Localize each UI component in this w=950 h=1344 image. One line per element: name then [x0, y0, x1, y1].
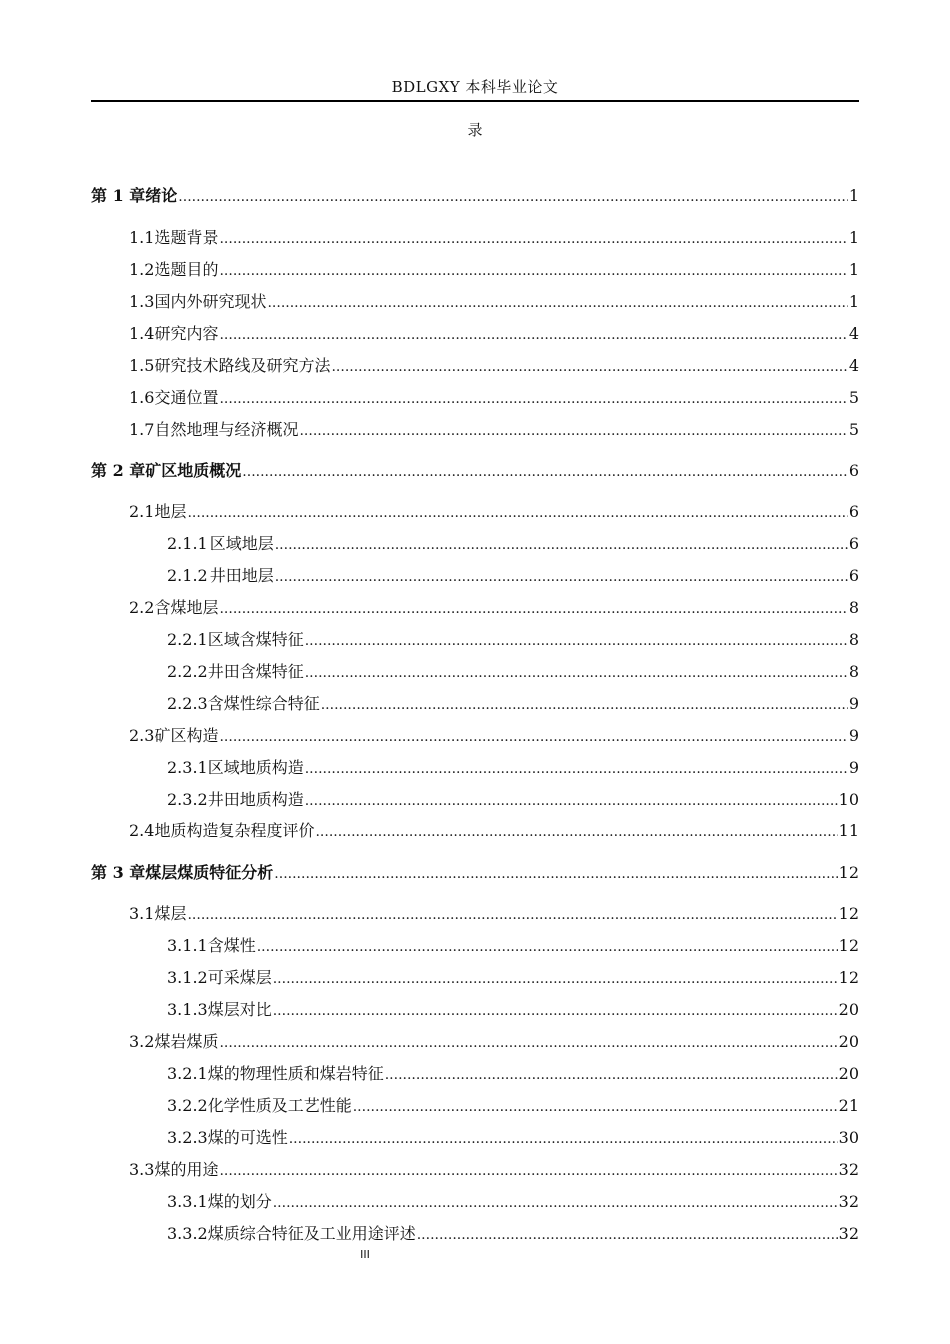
toc-entry-title: 研究技术路线及研究方法 [154, 356, 331, 375]
toc-entry-title: 含煤地层 [154, 598, 219, 617]
toc-entry-number: 3.1 [129, 904, 155, 923]
toc-entry-number: 2.2 [129, 598, 155, 617]
toc-entry-number: 1.7 [129, 420, 155, 439]
toc-entry[interactable] [129, 416, 859, 440]
toc-entry[interactable] [167, 626, 859, 650]
toc-entry-page: 8 [848, 598, 859, 617]
toc-dot-leader [219, 1162, 837, 1180]
toc-dot-leader [219, 262, 847, 280]
toc-entry-title: 区域地质构造 [207, 758, 304, 777]
toc-entry-number: 1.4 [129, 324, 155, 343]
toc-entry-number: 2.1.2 [167, 566, 208, 585]
toc-entry-number: 3.2.3 [167, 1128, 208, 1147]
toc-entry-title: 煤的划分 [207, 1192, 272, 1211]
toc-dot-leader [289, 1130, 838, 1148]
toc-dot-leader [178, 188, 848, 206]
toc-entry-page: 4 [848, 356, 859, 375]
toc-entry[interactable] [129, 288, 859, 312]
toc-entry[interactable] [167, 530, 859, 554]
toc-entry-title: 含煤性 [207, 936, 256, 955]
toc-entry-number: 3.2 [129, 1032, 155, 1051]
toc-entry[interactable] [167, 996, 859, 1020]
toc-entry-title: 化学性质及工艺性能 [207, 1096, 352, 1115]
toc-dot-leader [242, 463, 848, 481]
toc-entry-page: 1 [848, 186, 859, 205]
toc-entry-title: 井田含煤特征 [207, 662, 304, 681]
toc-entry-page: 32 [838, 1192, 859, 1211]
toc-entry-number: 2.3.2 [167, 790, 208, 809]
toc-entry[interactable] [129, 722, 859, 746]
toc-entry-number: 2.1 [129, 502, 155, 521]
toc-entry[interactable] [129, 256, 859, 280]
toc-entry[interactable] [167, 754, 859, 778]
toc-entry[interactable] [167, 1092, 859, 1116]
toc-entry-title: 区域地层 [209, 534, 274, 553]
toc-dot-leader [219, 390, 847, 408]
toc-entry[interactable] [129, 1028, 859, 1052]
toc-entry-title: 选题目的 [154, 260, 219, 279]
toc-dot-leader [219, 1034, 837, 1052]
toc-dot-leader [257, 938, 838, 956]
toc-entry[interactable] [129, 498, 859, 522]
toc-entry[interactable] [129, 900, 859, 924]
toc-entry-page: 9 [848, 758, 859, 777]
toc-title: 录 [467, 121, 483, 139]
toc-entry-title: 研究内容 [154, 324, 219, 343]
toc-entry-number: 3.1.1 [167, 936, 208, 955]
toc-entry[interactable] [167, 786, 859, 810]
running-header: BDLGXY 本科毕业论文 [391, 78, 559, 96]
toc-entry-page: 21 [838, 1096, 859, 1115]
toc-entry-number: 第 1 章 [91, 186, 146, 205]
toc-entry-page: 6 [848, 534, 859, 553]
toc-entry-title: 国内外研究现状 [154, 292, 267, 311]
toc-entry-page: 5 [848, 420, 859, 439]
toc-dot-leader [305, 792, 838, 810]
toc-entry[interactable] [167, 658, 859, 682]
toc-entry[interactable] [129, 352, 859, 376]
toc-entry-number: 3.1.2 [167, 968, 208, 987]
toc-entry[interactable] [91, 457, 859, 481]
toc-dot-leader [273, 1002, 838, 1020]
toc-entry-title: 绪论 [145, 186, 178, 205]
toc-entry-number: 2.2.3 [167, 694, 208, 713]
toc-entry-page: 10 [838, 790, 859, 809]
toc-dot-leader [385, 1066, 838, 1084]
toc-entry-title: 煤层煤质特征分析 [145, 863, 274, 882]
toc-entry[interactable] [167, 1220, 859, 1244]
toc-dot-leader [321, 696, 848, 714]
toc-entry[interactable] [167, 1188, 859, 1212]
toc-entry-page: 1 [848, 292, 859, 311]
toc-entry-page: 8 [848, 630, 859, 649]
toc-entry-title: 选题背景 [154, 228, 219, 247]
toc-dot-leader [267, 294, 847, 312]
toc-entry-number: 第 3 章 [91, 863, 146, 882]
toc-entry-title: 自然地理与经济概况 [154, 420, 299, 439]
toc-entry-title: 井田地质构造 [207, 790, 304, 809]
toc-dot-leader [187, 504, 847, 522]
toc-entry-page: 1 [848, 260, 859, 279]
toc-dot-leader [315, 823, 837, 841]
toc-entry-page: 32 [838, 1160, 859, 1179]
toc-dot-leader [417, 1226, 838, 1244]
toc-entry-number: 3.3 [129, 1160, 155, 1179]
toc-entry-title: 煤层 [154, 904, 187, 923]
toc-entry-title: 区域含煤特征 [207, 630, 304, 649]
toc-entry-page: 5 [848, 388, 859, 407]
toc-dot-leader [273, 1194, 838, 1212]
toc-entry-number: 2.2.2 [167, 662, 208, 681]
toc-entry[interactable] [129, 320, 859, 344]
toc-dot-leader [331, 358, 847, 376]
toc-entry-number: 第 2 章 [91, 461, 146, 480]
toc-entry-number: 2.3 [129, 726, 155, 745]
page-number: III [360, 1248, 370, 1261]
toc-entry-title: 煤层对比 [207, 1000, 272, 1019]
toc-entry-page: 12 [838, 863, 859, 882]
toc-dot-leader [187, 906, 837, 924]
toc-entry-title: 矿区地质概况 [145, 461, 242, 480]
toc-entry-number: 1.2 [129, 260, 155, 279]
toc-entry-title: 可采煤层 [207, 968, 272, 987]
toc-entry[interactable] [167, 690, 859, 714]
toc-entry-page: 9 [848, 694, 859, 713]
toc-entry[interactable] [167, 932, 859, 956]
toc-entry-page: 6 [848, 502, 859, 521]
toc-dot-leader [219, 728, 847, 746]
toc-dot-leader [219, 326, 847, 344]
toc-entry-number: 3.3.1 [167, 1192, 208, 1211]
toc-entry-title: 地质构造复杂程度评价 [154, 821, 315, 840]
toc-dot-leader [219, 600, 847, 618]
toc-dot-leader [305, 632, 848, 650]
toc-entry-page: 20 [838, 1032, 859, 1051]
toc-dot-leader [274, 865, 837, 883]
toc-entry-title: 矿区构造 [154, 726, 219, 745]
toc-dot-leader [305, 760, 848, 778]
toc-entry-number: 1.5 [129, 356, 155, 375]
toc-entry-number: 2.3.1 [167, 758, 208, 777]
toc-entry[interactable] [167, 562, 859, 586]
toc-entry[interactable] [167, 1124, 859, 1148]
toc-entry[interactable] [167, 964, 859, 988]
toc-entry[interactable] [129, 224, 859, 248]
toc-entry-number: 3.2.2 [167, 1096, 208, 1115]
toc-dot-leader [273, 970, 838, 988]
toc-dot-leader [275, 568, 848, 586]
toc-entry-page: 20 [838, 1064, 859, 1083]
toc-entry-title: 交通位置 [154, 388, 219, 407]
toc-entry-number: 1.3 [129, 292, 155, 311]
toc-entry[interactable] [129, 817, 859, 841]
toc-entry[interactable] [167, 1060, 859, 1084]
toc-dot-leader [275, 536, 848, 554]
toc-entry-title: 煤岩煤质 [154, 1032, 219, 1051]
toc-entry-title: 煤的可选性 [207, 1128, 288, 1147]
toc-entry-title: 地层 [154, 502, 187, 521]
toc-entry-number: 3.3.2 [167, 1224, 208, 1243]
toc-entry[interactable] [129, 1156, 859, 1180]
toc-entry[interactable] [129, 384, 859, 408]
toc-entry-title: 煤质综合特征及工业用途评述 [207, 1224, 416, 1243]
toc-dot-leader [305, 664, 848, 682]
toc-entry-title: 含煤性综合特征 [207, 694, 320, 713]
toc-entry-number: 3.1.3 [167, 1000, 208, 1019]
toc-entry-number: 3.2.1 [167, 1064, 208, 1083]
toc-entry-title: 煤的用途 [154, 1160, 219, 1179]
toc-entry-number: 2.1.1 [167, 534, 208, 553]
toc-entry-page: 32 [838, 1224, 859, 1243]
toc-entry-page: 9 [848, 726, 859, 745]
toc-dot-leader [299, 422, 847, 440]
toc-entry[interactable] [129, 594, 859, 618]
toc-entry-page: 12 [838, 968, 859, 987]
toc-entry-number: 1.6 [129, 388, 155, 407]
toc-entry-page: 30 [838, 1128, 859, 1147]
toc-entry-page: 12 [838, 904, 859, 923]
toc-entry-number: 1.1 [129, 228, 155, 247]
toc-entry-number: 2.4 [129, 821, 155, 840]
header-rule [91, 100, 859, 102]
toc-entry-page: 4 [848, 324, 859, 343]
toc-entry-page: 20 [838, 1000, 859, 1019]
toc-entry[interactable] [91, 182, 859, 206]
toc-entry-title: 煤的物理性质和煤岩特征 [207, 1064, 384, 1083]
toc-entry-page: 11 [838, 821, 859, 840]
toc-entry-title: 井田地层 [209, 566, 274, 585]
toc-entry-page: 8 [848, 662, 859, 681]
toc-entry-page: 6 [848, 461, 859, 480]
toc-entry-page: 12 [838, 936, 859, 955]
toc-entry[interactable] [91, 859, 859, 883]
toc-entry-number: 2.2.1 [167, 630, 208, 649]
toc-entry-page: 6 [848, 566, 859, 585]
toc-dot-leader [353, 1098, 838, 1116]
toc-entry-page: 1 [848, 228, 859, 247]
toc-dot-leader [219, 230, 847, 248]
